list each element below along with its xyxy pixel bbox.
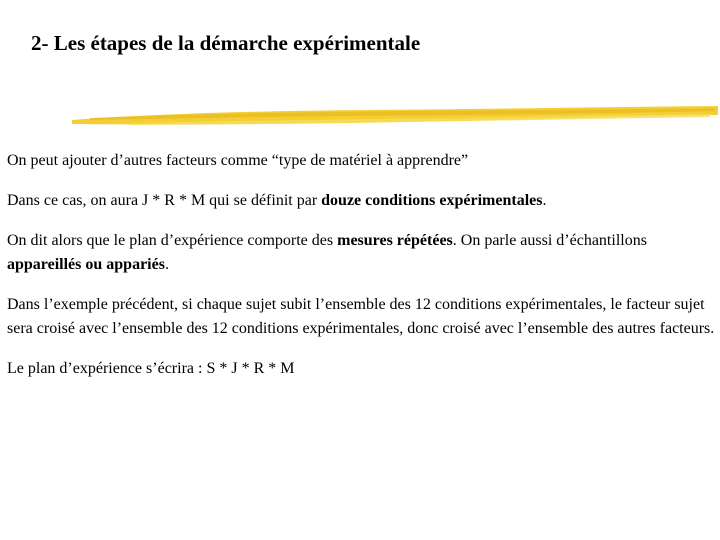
- paragraph-2-end: .: [542, 192, 547, 209]
- paragraph-3-middle: . On parle aussi d’échantillons: [452, 232, 647, 249]
- paragraph-3-emphasis-1: mesures répétées: [337, 232, 453, 249]
- slide-body: [7, 149, 715, 397]
- paragraph-5: [7, 357, 715, 381]
- paragraph-1-text: On peut ajouter d’autres facteurs comme “type de matériel à apprendre”: [7, 152, 469, 169]
- paragraph-4: [7, 293, 715, 341]
- paragraph-5-text: Le plan d’expérience s’écrira : S * J * R * M: [7, 360, 295, 377]
- paragraph-3: [7, 229, 715, 277]
- paragraph-1: [7, 149, 715, 173]
- paragraph-2-emphasis: douze conditions expérimentales: [321, 192, 543, 209]
- paragraph-4-text: Dans l’exemple précédent, si chaque sujet subit l’ensemble des 12 conditions expérimentales, le facteur sujet sera croisé avec l’ensemble des 12 conditions expérimentales, donc croisé avec l’ensemble des autres facteurs.: [7, 296, 715, 337]
- paragraph-2-text: Dans ce cas, on aura J * R * M qui se définit par: [7, 192, 322, 209]
- paragraph-3-end: .: [164, 256, 169, 273]
- slide-title: 2- Les étapes de la démarche expérimentale: [31, 31, 421, 55]
- paragraph-3-emphasis-2: appareillés ou appariés: [7, 256, 165, 273]
- paragraph-2: [7, 189, 715, 213]
- title-underline-brushstroke: [70, 102, 720, 130]
- paragraph-3-text: On dit alors que le plan d’expérience comporte des: [7, 232, 338, 249]
